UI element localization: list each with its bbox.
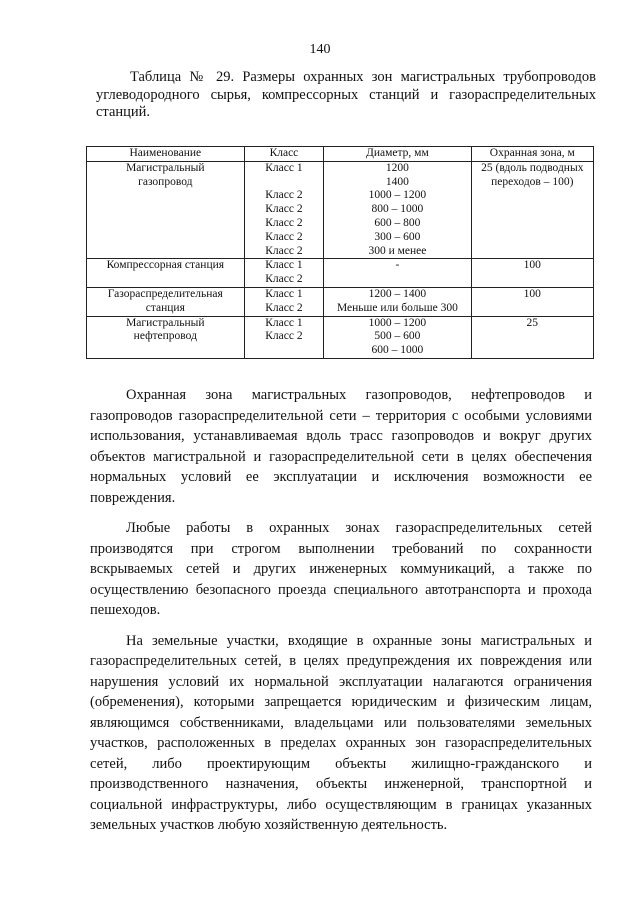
cell-line: - xyxy=(395,259,400,272)
cell-class xyxy=(244,259,324,288)
table-caption: Таблица № 29. Размеры охранных зон магистральных трубопроводов углеводородного сырья, компрессорных станций и газораспределительных станций. xyxy=(96,69,596,120)
page-number: 140 xyxy=(309,42,331,57)
cell-line: Меньше или больше 300 xyxy=(336,301,458,314)
cell-line: Класс 1 xyxy=(265,316,303,329)
cell-line: 1200 xyxy=(385,161,409,174)
cell-line: 1000 – 1200 xyxy=(368,316,427,329)
cell-line: Газораспределительная xyxy=(107,287,223,300)
cell-line: 600 – 800 xyxy=(374,216,421,229)
cell-line: 300 и менее xyxy=(368,244,427,257)
cell-line: Класс 2 xyxy=(265,244,303,257)
cell-line: Класс 1 xyxy=(265,161,303,174)
cell-name xyxy=(87,161,245,259)
cell-line: 300 – 600 xyxy=(374,230,421,243)
table-row xyxy=(87,161,594,259)
paragraph-works-in-zones: Любые работы в охранных зонах газораспределительных сетей производятся при строгом выполнении требований по сохранности вскрываемых сетей и других инженерных коммуникаций, а также по осуществлению безопасного проезда специального автотранспорта и прохода пешеходов. xyxy=(90,520,592,618)
cell-line: 100 xyxy=(523,287,541,300)
cell-line: Магистральный xyxy=(126,161,205,174)
cell-diameter xyxy=(324,259,471,288)
cell-line: переходов – 100) xyxy=(491,175,574,188)
cell-line: Класс 1 xyxy=(265,259,303,272)
paragraph-protection-zone-definition: Охранная зона магистральных газопроводов, нефтепроводов и газопроводов газораспределительной сети – территория с особыми условиями использования, устанавливаемая вдоль трасс газопроводов и вокруг других объектов магистральной и газораспределительной сети в целях обеспечения нормальных условий ее эксплуатации и исключения возможности ее повреждения. xyxy=(90,387,592,506)
cell-line: станция xyxy=(145,301,185,314)
cell-name xyxy=(87,259,245,288)
cell-line: 1000 – 1200 xyxy=(368,189,427,202)
cell-line: Класс 2 xyxy=(265,203,303,216)
cell-line: Компрессорная станция xyxy=(106,259,225,272)
cell-name xyxy=(87,316,245,358)
table-row xyxy=(87,316,594,358)
cell-line xyxy=(248,176,321,190)
cell-line: 25 (вдоль подводных xyxy=(481,161,584,174)
table-header-row xyxy=(87,147,594,162)
cell-line: Класс 1 xyxy=(265,287,303,300)
cell-zone xyxy=(471,259,593,288)
cell-line: Класс 2 xyxy=(265,189,303,202)
cell-class xyxy=(244,316,324,358)
cell-line: 600 – 1000 xyxy=(371,344,424,357)
cell-line: Класс 2 xyxy=(265,301,303,314)
table-row xyxy=(87,259,594,288)
cell-line: Класс 2 xyxy=(265,273,303,286)
cell-line: 25 xyxy=(526,316,539,329)
cell-line: 500 – 600 xyxy=(374,330,421,343)
cell-line: 100 xyxy=(523,259,541,272)
header-zone: Охранная зона, м xyxy=(471,147,593,162)
cell-zone xyxy=(471,161,593,259)
cell-class xyxy=(244,287,324,316)
header-diameter: Диаметр, мм xyxy=(324,147,471,162)
body-text xyxy=(90,385,592,846)
cell-diameter xyxy=(324,287,471,316)
cell-line: газопровод xyxy=(138,175,193,188)
cell-line: 1200 – 1400 xyxy=(368,287,427,300)
cell-line: 800 – 1000 xyxy=(371,203,424,216)
cell-line: Магистральный xyxy=(126,316,205,329)
cell-diameter xyxy=(324,316,471,358)
cell-line: Класс 2 xyxy=(265,216,303,229)
cell-line: Класс 2 xyxy=(265,330,303,343)
table-row xyxy=(87,287,594,316)
cell-line: 1400 xyxy=(385,175,409,188)
protection-zones-table xyxy=(86,146,594,359)
header-name: Наименование xyxy=(87,147,245,162)
cell-line: Класс 2 xyxy=(265,230,303,243)
paragraph-land-restrictions: На земельные участки, входящие в охранные зоны магистральных и газораспределительных сетей, в целях предупреждения их повреждения или нарушения условий их нормальной эксплуатации налагаются ограничения (обременения), которыми запрещается юридическим и физическим лицам, являющимся собственниками, владельцами или пользователями земельных участков, расположенных в пределах охранных зон газораспределительных сетей, либо проектирующим объекты жилищно-гражданского и производственного назначения, объекты инженерной, транспортной и социальной инфраструктуры, либо осуществляющим в границах указанных земельных участков любую хозяйственную деятельность. xyxy=(90,632,592,833)
cell-zone xyxy=(471,287,593,316)
cell-diameter xyxy=(324,161,471,259)
cell-class xyxy=(244,161,324,259)
cell-zone xyxy=(471,316,593,358)
cell-name xyxy=(87,287,245,316)
header-class: Класс xyxy=(244,147,324,162)
cell-line: нефтепровод xyxy=(133,330,197,343)
